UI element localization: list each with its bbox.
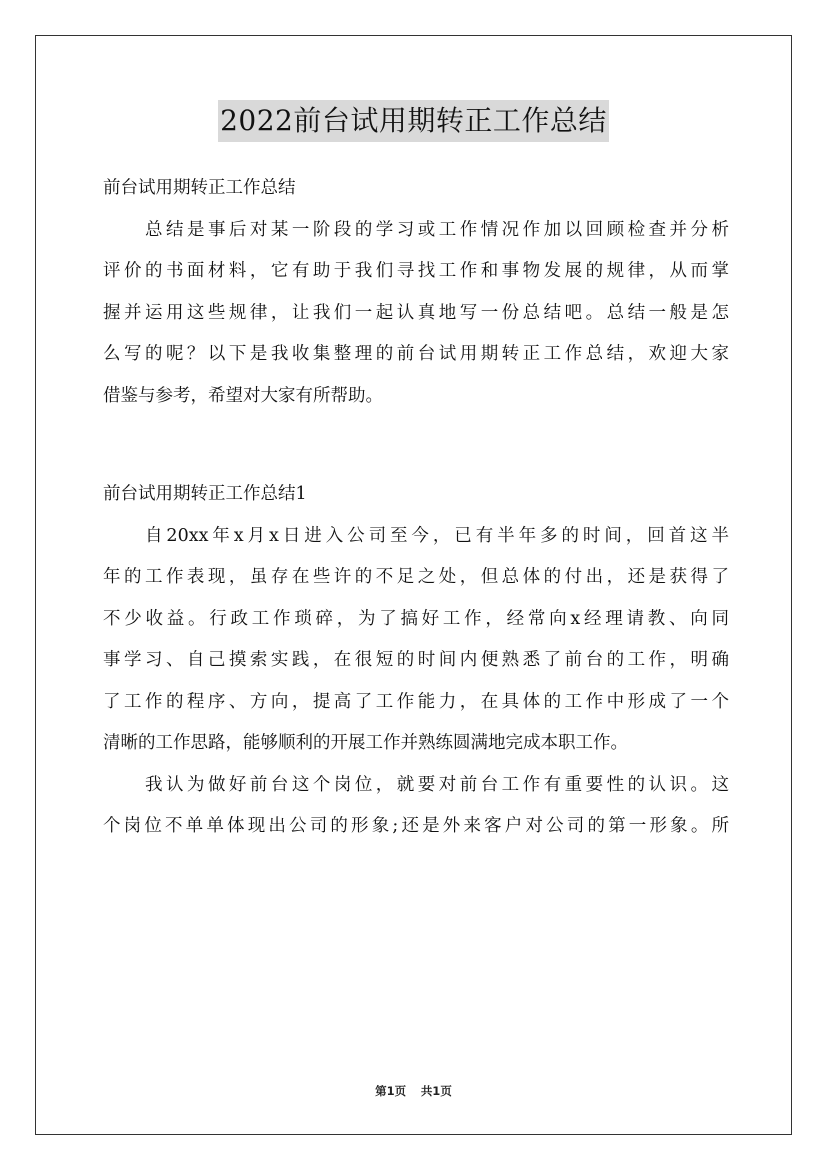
paragraph-2 [103,769,729,843]
page-total: 共1页 [420,1084,452,1098]
intro-line: 握并运用这些规律，让我们一起认真地写一份总结吧。总结一般是怎 [103,302,729,323]
page-number: 第1页 [375,1084,407,1098]
paragraph-line: 个岗位不单单体现出公司的形象;还是外来客户对公司的第一形象。所 [103,816,729,836]
document-title: 2022前台试用期转正工作总结 [218,100,609,142]
paragraph-line: 清晰的工作思路，能够顺利的开展工作并熟练圆满地完成本职工作。 [103,733,628,753]
page-footer [0,1083,827,1099]
intro-line: 总结是事后对某一阶段的学习或工作情况作加以回顾检查并分析 [145,219,729,240]
paragraph-1 [103,520,729,760]
paragraph-line: 了工作的程序、方向，提高了工作能力，在具体的工作中形成了一个 [103,691,729,712]
paragraph-line: 年的工作表现，虽存在些许的不足之处，但总体的付出，还是获得了 [103,567,729,587]
paragraph-line: 事学习、自己摸索实践，在很短的时间内便熟悉了前台的工作，明确 [103,650,729,670]
section-heading: 前台试用期转正工作总结1 [103,484,307,504]
intro-line: 借鉴与参考，希望对大家有所帮助。 [103,385,383,406]
intro-line: 么写的呢？以下是我收集整理的前台试用期转正工作总结，欢迎大家 [103,344,729,364]
title-container [0,100,827,142]
paragraph-line: 自20xx年x月x日进入公司至今，已有半年多的时间，回首这半 [145,525,729,546]
intro-line: 评价的书面材料，它有助于我们寻找工作和事物发展的规律，从而掌 [103,261,729,281]
document-body [103,172,729,843]
subtitle: 前台试用期转正工作总结 [103,178,296,198]
intro-paragraph [103,214,729,413]
paragraph-line: 不少收益。行政工作琐碎，为了搞好工作，经常向x经理请教、向同 [103,608,729,629]
paragraph-line: 我认为做好前台这个岗位，就要对前台工作有重要性的认识。这 [145,774,729,795]
